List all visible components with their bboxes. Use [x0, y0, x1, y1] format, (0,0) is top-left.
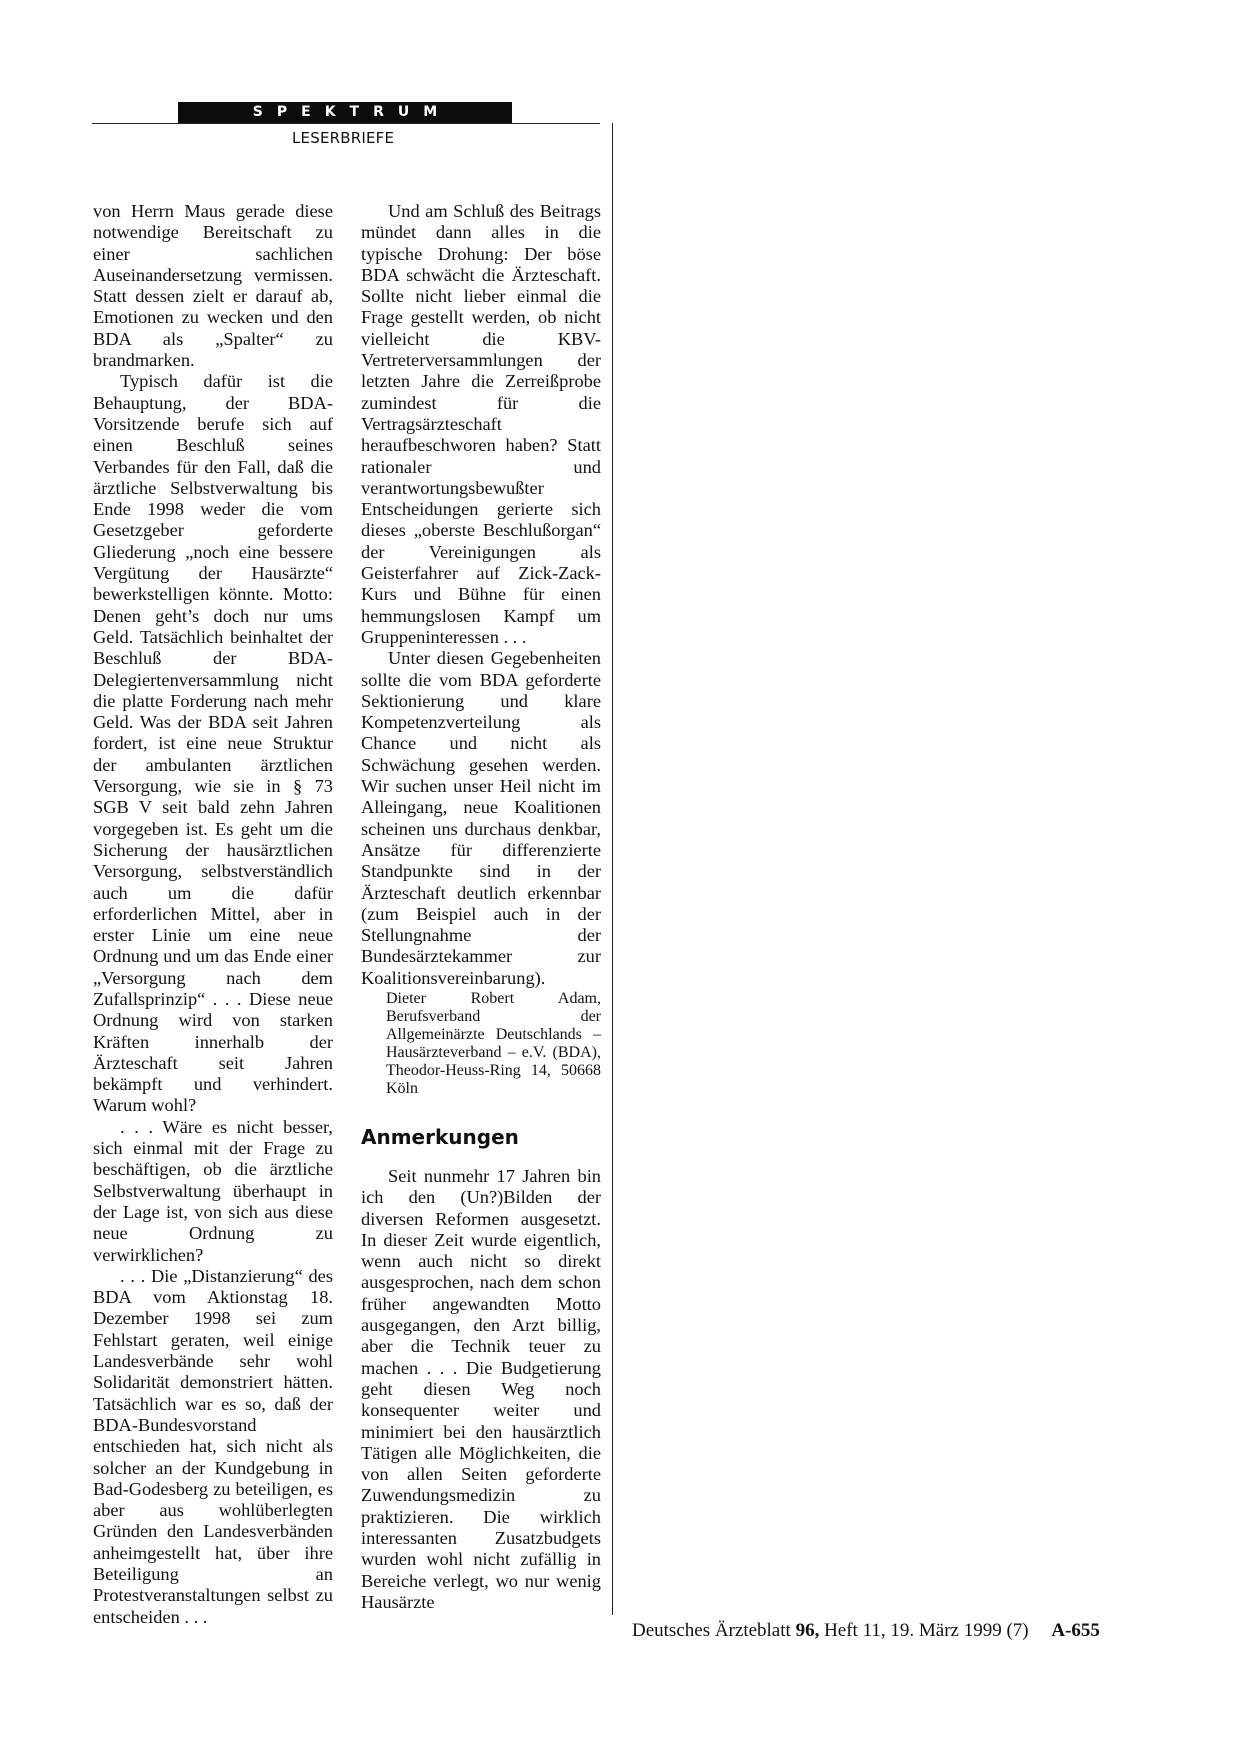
- paragraph: Und am Schluß des Beitrags mündet dann alles in die typische Drohung: Der böse BDA schwächt die Ärzteschaft. Sollte nicht lieber einmal die Frage gestellt werden, ob nicht vielleicht die KBV-Vertreterversammlungen der letzten Jahre die Zerreißprobe zumindest für die Vertragsärzteschaft heraufbeschworen haben? Statt rationaler und verantwortungsbewußter Entscheidungen gerierte sich dieses „oberste Beschlußorgan“ der Vereinigungen als Geisterfahrer auf Zick-Zack-Kurs und Bühne für einen hemmungslosen Kampf um Gruppeninteressen . . .: [361, 201, 601, 647]
- section-label: SPEKTRUM: [178, 102, 512, 123]
- journal-name: Deutsches Ärzteblatt: [632, 1620, 791, 1641]
- paragraph: . . . Wäre es nicht besser, sich einmal mit der Frage zu beschäftigen, ob die ärztliche Selbstverwaltung überhaupt in der Lage ist, von sich aus diese neue Ordnung zu verwirklichen?: [93, 1116, 333, 1265]
- right-column: [361, 201, 601, 1613]
- paragraph: Seit nunmehr 17 Jahren bin ich den (Un?)Bilden der diversen Reformen ausgesetzt. In dieser Zeit wurde eigentlich, wenn auch nicht so direkt ausgesprochen, nach dem schon früher angewandten Motto ausgegangen, den Arzt billig, aber die Technik teuer zu machen . . . Die Budgetierung geht diesen Weg noch konsequenter weiter und minimiert bei den hausärztlich Tätigen alle Möglichkeiten, die von allen Seiten geforderte Zuwendungsmedizin zu praktizieren. Die wirklich interessanten Zusatzbudgets wurden wohl nicht zufällig in Bereiche verlegt, wo nur wenig Hausärzte: [361, 1165, 601, 1612]
- issue-info: Heft 11, 19. März 1999 (7): [824, 1620, 1029, 1641]
- paragraph: von Herrn Maus gerade diese notwendige Bereitschaft zu einer sachlichen Auseinandersetzung vermissen. Statt dessen zielt er darauf ab, Emotionen zu wecken und den BDA als „Spalter“ zu brandmarken.: [93, 201, 333, 371]
- page-footer: [632, 1620, 1100, 1642]
- paragraph: Typisch dafür ist die Behauptung, der BDA-Vorsitzende berufe sich auf einen Beschluß seines Verbandes für den Fall, daß die ärztliche Selbstverwaltung bis Ende 1998 weder die vom Gesetzgeber geforderte Gliederung „noch eine bessere Vergütung der Hausärzte“ bewerkstelligen könnte. Motto: Denen geht’s doch nur ums Geld. Tatsächlich beinhaltet der Beschluß der BDA-Delegiertenversammlung nicht die platte Forderung nach mehr Geld. Was der BDA seit Jahren fordert, ist eine neue Struktur der ambulanten ärztlichen Versorgung, wie sie in § 73 SGB V seit bald zehn Jahren vorgegeben ist. Es geht um die Sicherung der hausärztlichen Versorgung, selbstverständlich auch um die dafür erforderlichen Mittel, aber in erster Linie um eine neue Ordnung und um das Ende einer „Versorgung nach dem Zufallsprinzip“ . . . Diese neue Ordnung wird von starken Kräften innerhalb der Ärzteschaft seit Jahren bekämpft und verhindert. Warum wohl?: [93, 371, 333, 1116]
- header-rule: [92, 123, 600, 124]
- page-number: A-655: [1051, 1620, 1100, 1641]
- letter-signature: Dieter Robert Adam, Berufsverband der Allgemeinärzte Deutschlands – Hausärzteverband – e.V. (BDA), Theodor-Heuss-Ring 14, 50668 Köln: [386, 989, 601, 1097]
- section-heading: Anmerkungen: [361, 1124, 519, 1149]
- paragraph: Unter diesen Gegebenheiten sollte die vom BDA geforderte Sektionierung und klare Kompetenzverteilung als Chance und nicht als Schwächung gesehen werden. Wir suchen unser Heil nicht im Alleingang, neue Koalitionen scheinen uns durchaus denkbar, Ansätze für differenzierte Standpunkte sind in der Ärzteschaft deutlich erkennbar (zum Beispiel auch in der Stellungnahme der Bundesärztekammer zur Koalitionsvereinbarung).: [361, 648, 601, 988]
- subsection-label: LESERBRIEFE: [292, 129, 395, 147]
- paragraph: . . . Die „Distanzierung“ des BDA vom Aktionstag 18. Dezember 1998 sei zum Fehlstart geraten, weil einige Landesverbände sehr wohl Solidarität demonstriert hätten. Tatsächlich war es so, daß der BDA-Bundesvorstand entschieden hat, sich nicht als solcher an der Kundgebung in Bad-Godesberg zu beteiligen, es aber aus wohlüberlegten Gründen den Landesverbänden anheimgestellt hat, über ihre Beteiligung an Protestveranstaltungen selbst zu entscheiden . . .: [93, 1265, 333, 1627]
- left-column: [93, 201, 333, 1628]
- column-divider: [612, 123, 613, 1615]
- volume-number: 96,: [795, 1620, 820, 1641]
